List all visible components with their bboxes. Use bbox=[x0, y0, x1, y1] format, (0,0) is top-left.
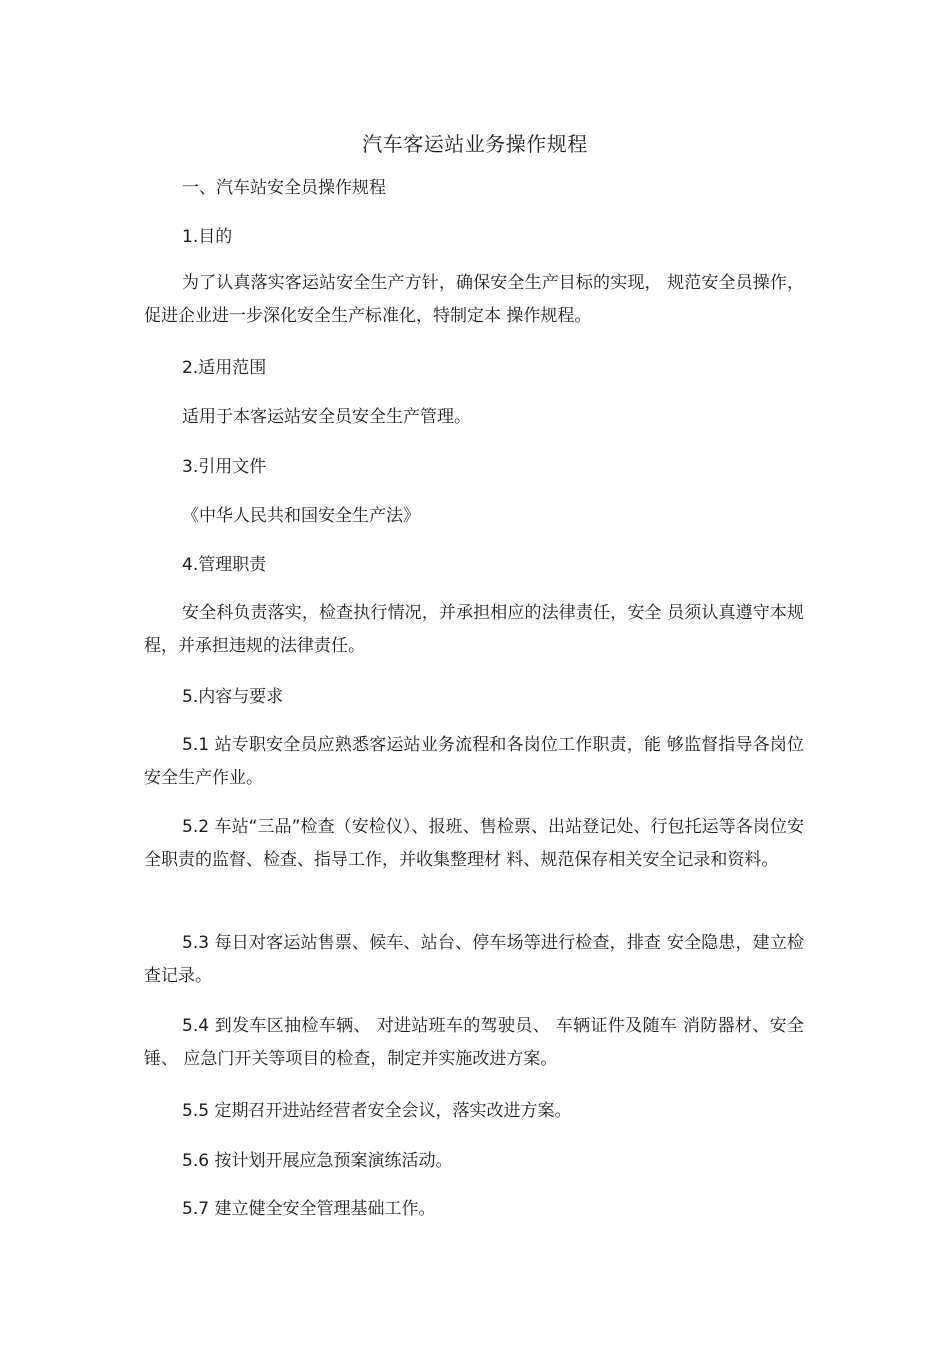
paragraph-5-2: 5.2 车站“三品”检查（安检仪）、报班、售检票、出站登记处、行包托运等各岗位安全职责的监督、检查、指导工作，并收集整理材 料、规范保存相关安全记录和资料。 bbox=[144, 817, 804, 870]
paragraph-5-6: 5.6 按计划开展应急预案演练活动。 bbox=[182, 1151, 453, 1171]
paragraph-scope: 适用于本客运站安全员安全生产管理。 bbox=[182, 407, 471, 427]
heading-responsibilities: 4.管理职责 bbox=[182, 555, 267, 575]
heading-purpose: 1.目的 bbox=[182, 227, 233, 247]
paragraph-5-7: 5.7 建立健全安全管理基础工作。 bbox=[182, 1199, 436, 1219]
paragraph-references: 《中华人民共和国安全生产法》 bbox=[182, 506, 420, 526]
heading-references: 3.引用文件 bbox=[182, 457, 267, 477]
paragraph-purpose: 为了认真落实客运站安全生产方针，确保安全生产目标的实现， 规范安全员操作，促进企业进一步深化安全生产标准化，特制定本 操作规程。 bbox=[144, 273, 804, 326]
paragraph-5-1: 5.1 站专职安全员应熟悉客运站业务流程和各岗位工作职责，能 够监督指导各岗位安全生产作业。 bbox=[144, 735, 804, 788]
document-title: 汽车客运站业务操作规程 bbox=[362, 132, 588, 156]
heading-scope: 2.适用范围 bbox=[182, 358, 267, 378]
heading-content: 5.内容与要求 bbox=[182, 687, 284, 707]
paragraph-5-3: 5.3 每日对客运站售票、候车、站台、停车场等进行检查，排查 安全隐患，建立检查记录。 bbox=[144, 933, 804, 986]
paragraph-5-5: 5.5 定期召开进站经营者安全会议，落实改进方案。 bbox=[182, 1101, 572, 1121]
paragraph-5-4: 5.4 到发车区抽检车辆、 对进站班车的驾驶员、 车辆证件及随车 消防器材、安全锤、 应急门开关等项目的检查，制定并实施改进方案。 bbox=[144, 1016, 804, 1069]
paragraph-responsibilities: 安全科负责落实，检查执行情况，并承担相应的法律责任，安全 员须认真遵守本规程，并承担违规的法律责任。 bbox=[144, 603, 804, 656]
section-heading: 一、汽车站安全员操作规程 bbox=[182, 178, 386, 198]
